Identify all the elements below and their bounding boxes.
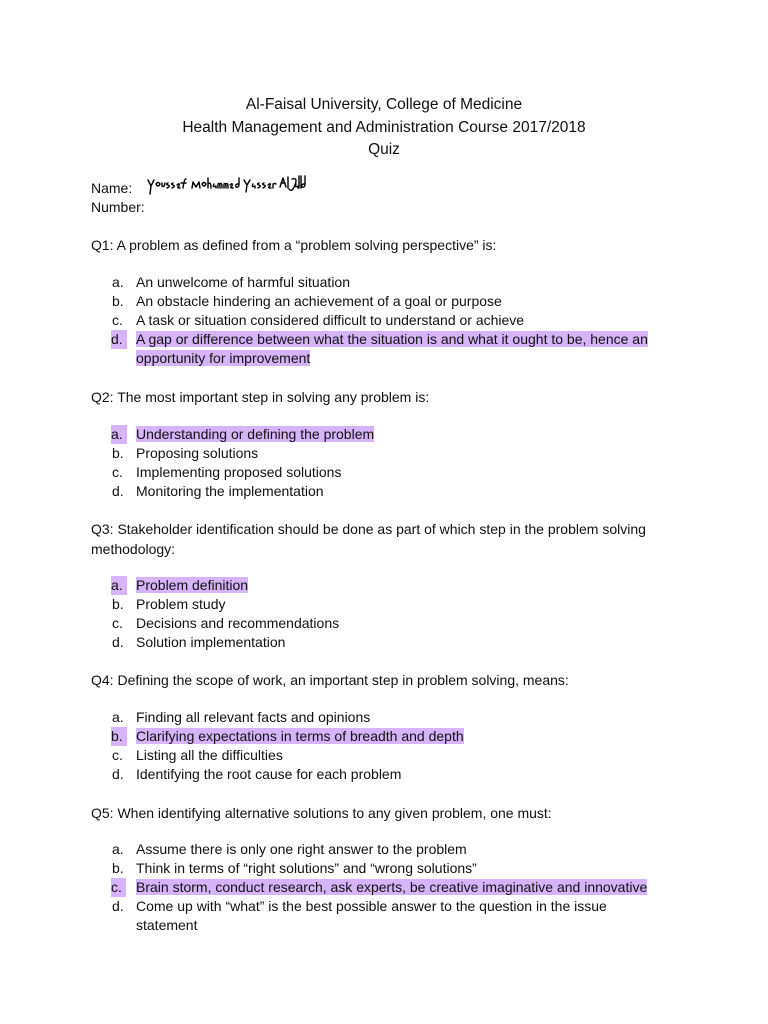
option-text: Monitoring the implementation: [136, 483, 324, 499]
option-letter: d.: [111, 330, 127, 349]
question-3-prompt: Q3: Stakeholder identification should be done as part of which step in the problem solving methodology:: [91, 521, 646, 557]
option-text: Understanding or defining the problem: [136, 426, 375, 442]
option-text: Brain storm, conduct research, ask experts, be creative imaginative and innovative: [136, 879, 648, 895]
question-5-prompt: Q5: When identifying alternative solutions to any given problem, one must:: [91, 805, 552, 821]
option-text: A gap or difference between what the situation is and what it ought to be, hence an opportunity for improvement: [136, 331, 648, 366]
option-text: A task or situation considered difficult to understand or achieve: [136, 312, 525, 328]
name-field: [91, 179, 132, 198]
option-text: Come up with “what” is the best possible answer to the question in the issue statement: [136, 898, 607, 933]
document-header: [0, 94, 768, 162]
option-letter: b.: [112, 445, 124, 461]
question-5-option-b: [112, 859, 672, 878]
option-text: Implementing proposed solutions: [136, 464, 342, 480]
option-text: Think in terms of “right solutions” and “wrong solutions”: [136, 860, 477, 876]
number-label: Number:: [91, 199, 145, 215]
option-text: Clarifying expectations in terms of breadth and depth: [136, 728, 464, 744]
question-5-options: [112, 840, 672, 935]
question-1-option-d: [112, 330, 672, 368]
option-text: An unwelcome of harmful situation: [136, 274, 350, 290]
question-4-option-a: [112, 708, 672, 727]
option-letter: b.: [112, 293, 124, 309]
option-letter: b.: [112, 596, 124, 612]
question-1-option-b: [112, 292, 672, 311]
question-5-option-c: [112, 878, 672, 897]
option-text: Problem study: [136, 596, 226, 612]
option-letter: a.: [112, 274, 124, 290]
option-text: Assume there is only one right answer to the problem: [136, 841, 467, 857]
question-1-option-c: [112, 311, 672, 330]
question-3-option-d: [112, 633, 672, 652]
option-letter: c.: [112, 464, 123, 480]
option-letter: c.: [111, 878, 126, 897]
name-label: Name:: [91, 180, 133, 196]
question-4-prompt: Q4: Defining the scope of work, an important step in problem solving, means:: [91, 672, 569, 688]
question-1-option-a: [112, 273, 672, 292]
question-2-option-b: [112, 444, 672, 463]
question-4-options: [112, 708, 672, 784]
quiz-title: Quiz: [368, 141, 400, 158]
question-3-option-b: [112, 595, 672, 614]
question-4-option-c: [112, 746, 672, 765]
option-letter: d.: [112, 634, 124, 650]
course-title: Health Management and Administration Course 2017/2018: [182, 118, 586, 136]
question-1-prompt: Q1: A problem as defined from a “problem solving perspective” is:: [91, 237, 497, 253]
number-field: [91, 198, 145, 217]
question-2-option-a: [112, 425, 672, 444]
option-letter: c.: [112, 615, 123, 631]
option-letter: d.: [112, 766, 124, 782]
question-2-option-d: [112, 482, 672, 501]
question-5-option-d: [112, 897, 672, 935]
question-3-option-c: [112, 614, 672, 633]
option-letter: c.: [112, 747, 123, 763]
question-2-options: [112, 425, 672, 501]
question-4-option-d: [112, 765, 672, 784]
option-text: Finding all relevant facts and opinions: [136, 709, 371, 725]
question-3-option-a: [112, 576, 672, 595]
question-3-options: [112, 576, 672, 652]
option-letter: a.: [111, 425, 127, 444]
question-4-option-b: [112, 727, 672, 746]
option-text: Identifying the root cause for each problem: [136, 766, 402, 782]
option-letter: b.: [111, 727, 127, 746]
option-letter: c.: [112, 312, 123, 328]
option-letter: a.: [112, 709, 124, 725]
option-text: An obstacle hindering an achievement of a goal or purpose: [136, 293, 502, 309]
option-text: Proposing solutions: [136, 445, 259, 461]
university-title: Al-Faisal University, College of Medicine: [245, 96, 523, 113]
option-letter: d.: [112, 483, 124, 499]
option-letter: a.: [111, 576, 127, 595]
question-2-prompt: Q2: The most important step in solving any problem is:: [91, 389, 430, 405]
option-text: Solution implementation: [136, 634, 286, 650]
option-text: Listing all the difficulties: [136, 747, 283, 763]
handwritten-name-signature: [146, 170, 306, 200]
option-text: Problem definition: [136, 577, 249, 593]
question-5-option-a: [112, 840, 672, 859]
question-2-option-c: [112, 463, 672, 482]
option-letter: b.: [112, 860, 124, 876]
option-letter: a.: [112, 841, 124, 857]
question-1-options: [112, 273, 672, 368]
option-text: Decisions and recommendations: [136, 615, 340, 631]
option-letter: d.: [112, 898, 124, 914]
